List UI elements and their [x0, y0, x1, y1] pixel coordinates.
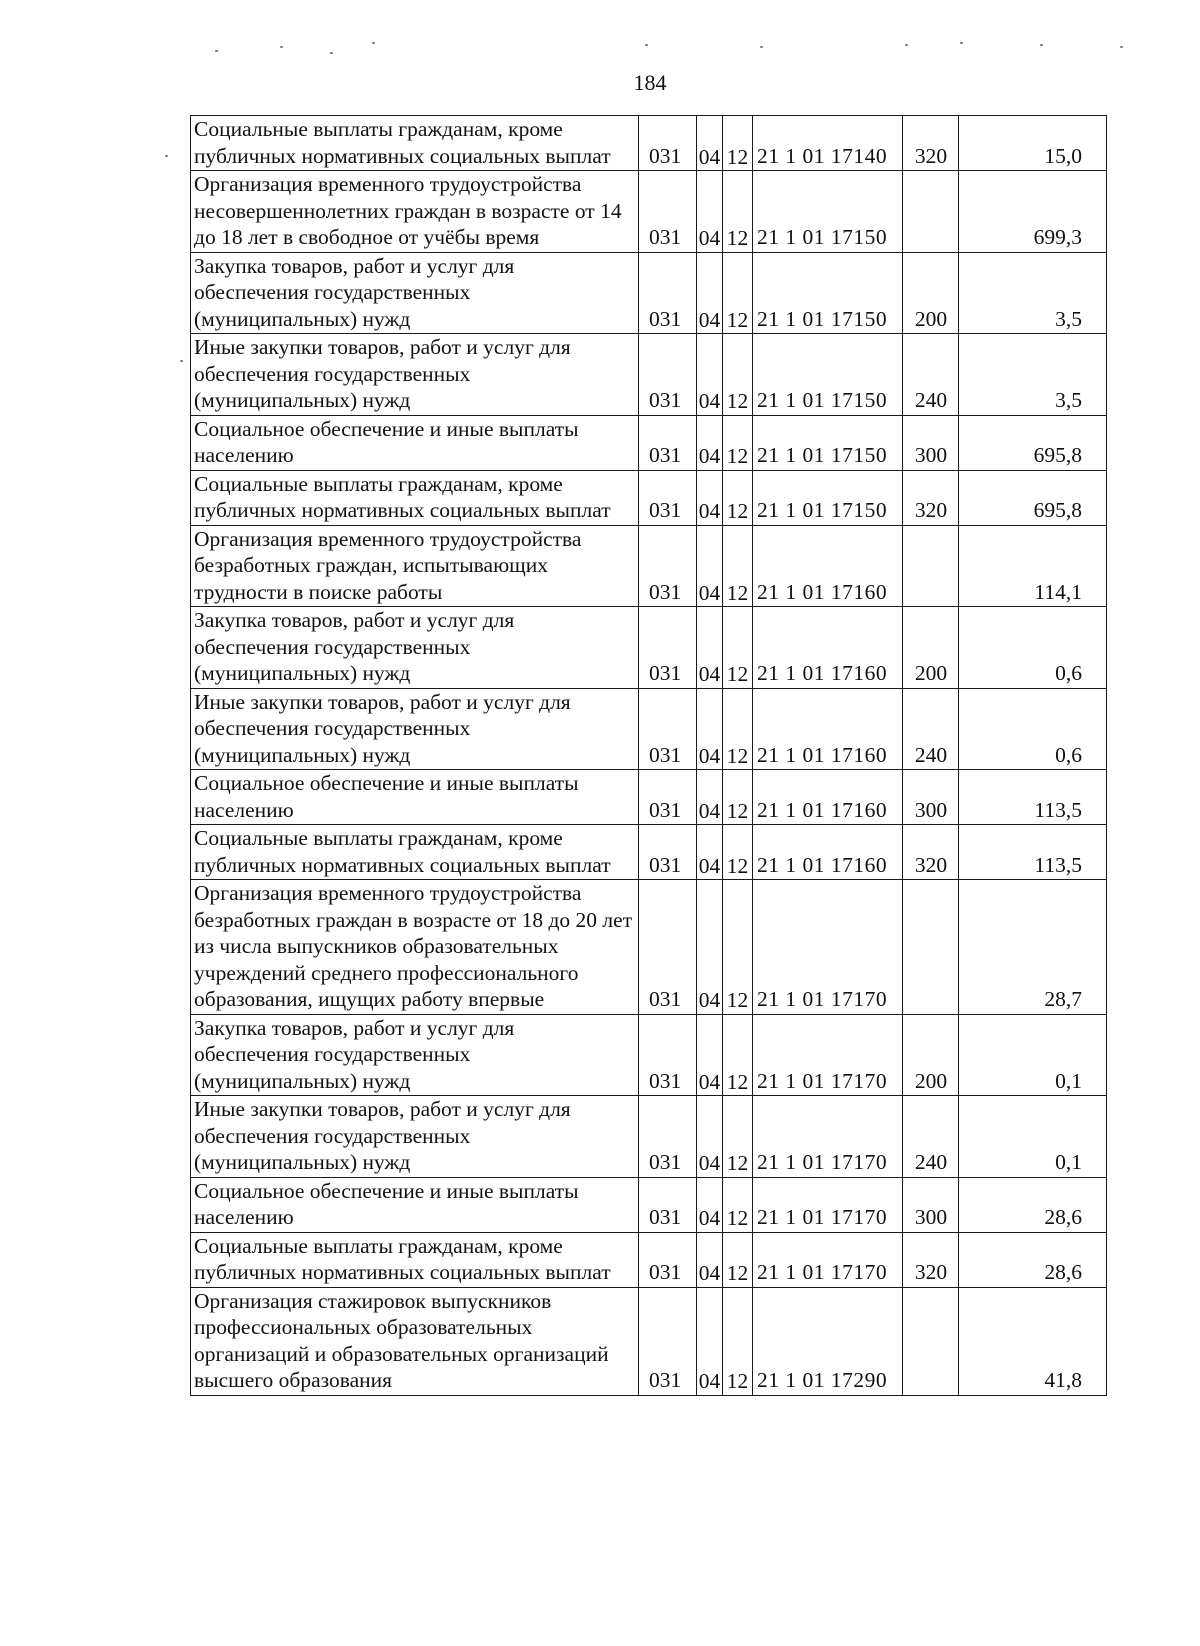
row-section-code: 04	[697, 171, 723, 253]
row-ved-code: 031	[639, 1014, 697, 1096]
budget-table	[190, 115, 1107, 1396]
row-target-article-code: 21 1 01 17170	[753, 1177, 903, 1232]
row-subsection-code: 12	[723, 1177, 753, 1232]
table-row	[191, 470, 1107, 525]
row-section-code: 04	[697, 1014, 723, 1096]
row-expense-type-code: 320	[903, 825, 959, 880]
row-subsection-code: 12	[723, 415, 753, 470]
row-target-article-code: 21 1 01 17160	[753, 770, 903, 825]
row-subsection-code: 12	[723, 1287, 753, 1395]
row-target-article-code: 21 1 01 17290	[753, 1287, 903, 1395]
table-row	[191, 252, 1107, 334]
row-section-code: 04	[697, 470, 723, 525]
scan-speck	[280, 46, 283, 48]
row-amount: 0,1	[959, 1096, 1107, 1178]
table-row	[191, 116, 1107, 171]
row-expense-type-code: 300	[903, 1177, 959, 1232]
row-description: Социальные выплаты гражданам, кроме публичных нормативных социальных выплат	[191, 825, 639, 880]
table-row	[191, 1177, 1107, 1232]
row-expense-type-code: 240	[903, 334, 959, 416]
row-amount: 28,6	[959, 1232, 1107, 1287]
row-expense-type-code	[903, 171, 959, 253]
scan-speck	[905, 44, 908, 46]
row-target-article-code: 21 1 01 17170	[753, 1232, 903, 1287]
row-section-code: 04	[697, 116, 723, 171]
row-amount: 28,6	[959, 1177, 1107, 1232]
row-description: Социальное обеспечение и иные выплаты населению	[191, 1177, 639, 1232]
row-ved-code: 031	[639, 1232, 697, 1287]
scan-speck	[372, 42, 375, 44]
row-description: Организация временного трудоустройства несовершеннолетних граждан в возрасте от 14 до 18 лет в свободное от учёбы время	[191, 171, 639, 253]
row-subsection-code: 12	[723, 607, 753, 689]
table-row	[191, 171, 1107, 253]
row-section-code: 04	[697, 525, 723, 607]
table-row	[191, 415, 1107, 470]
row-expense-type-code: 200	[903, 607, 959, 689]
table-row	[191, 1287, 1107, 1395]
row-ved-code: 031	[639, 825, 697, 880]
row-ved-code: 031	[639, 770, 697, 825]
row-description: Иные закупки товаров, работ и услуг для обеспечения государственных (муниципальных) нужд	[191, 334, 639, 416]
row-amount: 113,5	[959, 825, 1107, 880]
row-amount: 3,5	[959, 252, 1107, 334]
row-subsection-code: 12	[723, 688, 753, 770]
row-target-article-code: 21 1 01 17160	[753, 825, 903, 880]
row-expense-type-code: 200	[903, 1014, 959, 1096]
row-section-code: 04	[697, 334, 723, 416]
row-description: Социальное обеспечение и иные выплаты населению	[191, 415, 639, 470]
row-description: Социальное обеспечение и иные выплаты населению	[191, 770, 639, 825]
row-ved-code: 031	[639, 116, 697, 171]
row-target-article-code: 21 1 01 17170	[753, 1096, 903, 1178]
row-amount: 695,8	[959, 470, 1107, 525]
row-ved-code: 031	[639, 470, 697, 525]
row-expense-type-code	[903, 525, 959, 607]
table-row	[191, 770, 1107, 825]
row-subsection-code: 12	[723, 1096, 753, 1178]
row-ved-code: 031	[639, 1096, 697, 1178]
scan-speck	[180, 360, 183, 362]
row-section-code: 04	[697, 825, 723, 880]
row-target-article-code: 21 1 01 17160	[753, 688, 903, 770]
row-section-code: 04	[697, 1287, 723, 1395]
row-subsection-code: 12	[723, 1232, 753, 1287]
row-expense-type-code: 320	[903, 1232, 959, 1287]
row-section-code: 04	[697, 415, 723, 470]
row-description: Социальные выплаты гражданам, кроме публичных нормативных социальных выплат	[191, 470, 639, 525]
scan-speck	[165, 155, 168, 157]
scan-speck	[645, 44, 648, 46]
row-description: Организация стажировок выпускников профессиональных образовательных организаций и образовательных организаций высшего образования	[191, 1287, 639, 1395]
row-ved-code: 031	[639, 607, 697, 689]
row-subsection-code: 12	[723, 171, 753, 253]
row-section-code: 04	[697, 1096, 723, 1178]
row-target-article-code: 21 1 01 17160	[753, 607, 903, 689]
row-expense-type-code	[903, 1287, 959, 1395]
row-description: Социальные выплаты гражданам, кроме публичных нормативных социальных выплат	[191, 1232, 639, 1287]
table-row	[191, 607, 1107, 689]
row-subsection-code: 12	[723, 880, 753, 1015]
scan-speck	[330, 52, 333, 54]
row-subsection-code: 12	[723, 116, 753, 171]
row-description: Организация временного трудоустройства безработных граждан, испытывающих трудности в поиске работы	[191, 525, 639, 607]
row-subsection-code: 12	[723, 252, 753, 334]
row-target-article-code: 21 1 01 17140	[753, 116, 903, 171]
row-target-article-code: 21 1 01 17150	[753, 252, 903, 334]
table-body	[191, 116, 1107, 1396]
row-ved-code: 031	[639, 171, 697, 253]
row-subsection-code: 12	[723, 770, 753, 825]
row-target-article-code: 21 1 01 17150	[753, 171, 903, 253]
row-ved-code: 031	[639, 688, 697, 770]
table-row	[191, 525, 1107, 607]
row-description: Закупка товаров, работ и услуг для обеспечения государственных (муниципальных) нужд	[191, 1014, 639, 1096]
row-section-code: 04	[697, 252, 723, 334]
table-row	[191, 825, 1107, 880]
row-section-code: 04	[697, 880, 723, 1015]
row-description: Организация временного трудоустройства безработных граждан в возрасте от 18 до 20 лет из числа выпускников образовательных учреждений среднего профессионального образования, ищущих работу впервые	[191, 880, 639, 1015]
row-subsection-code: 12	[723, 470, 753, 525]
row-subsection-code: 12	[723, 825, 753, 880]
row-expense-type-code	[903, 880, 959, 1015]
row-expense-type-code: 200	[903, 252, 959, 334]
table-row	[191, 880, 1107, 1015]
row-expense-type-code: 240	[903, 688, 959, 770]
row-target-article-code: 21 1 01 17150	[753, 334, 903, 416]
row-amount: 0,6	[959, 607, 1107, 689]
row-amount: 41,8	[959, 1287, 1107, 1395]
row-section-code: 04	[697, 688, 723, 770]
row-target-article-code: 21 1 01 17170	[753, 880, 903, 1015]
row-target-article-code: 21 1 01 17160	[753, 525, 903, 607]
row-target-article-code: 21 1 01 17150	[753, 415, 903, 470]
row-description: Закупка товаров, работ и услуг для обеспечения государственных (муниципальных) нужд	[191, 607, 639, 689]
row-expense-type-code: 320	[903, 116, 959, 171]
table-row	[191, 1014, 1107, 1096]
row-subsection-code: 12	[723, 525, 753, 607]
row-ved-code: 031	[639, 1287, 697, 1395]
row-ved-code: 031	[639, 1177, 697, 1232]
table-row	[191, 1232, 1107, 1287]
row-description: Закупка товаров, работ и услуг для обеспечения государственных (муниципальных) нужд	[191, 252, 639, 334]
row-target-article-code: 21 1 01 17150	[753, 470, 903, 525]
row-ved-code: 031	[639, 334, 697, 416]
row-expense-type-code: 300	[903, 770, 959, 825]
row-amount: 28,7	[959, 880, 1107, 1015]
row-expense-type-code: 240	[903, 1096, 959, 1178]
row-section-code: 04	[697, 770, 723, 825]
scan-speck	[1120, 46, 1123, 48]
row-description: Иные закупки товаров, работ и услуг для обеспечения государственных (муниципальных) нужд	[191, 688, 639, 770]
row-section-code: 04	[697, 1232, 723, 1287]
table-row	[191, 334, 1107, 416]
row-amount: 114,1	[959, 525, 1107, 607]
row-ved-code: 031	[639, 415, 697, 470]
row-ved-code: 031	[639, 252, 697, 334]
row-ved-code: 031	[639, 525, 697, 607]
row-amount: 0,1	[959, 1014, 1107, 1096]
row-amount: 699,3	[959, 171, 1107, 253]
row-target-article-code: 21 1 01 17170	[753, 1014, 903, 1096]
page-number: 184	[633, 70, 667, 95]
row-amount: 695,8	[959, 415, 1107, 470]
row-ved-code: 031	[639, 880, 697, 1015]
scan-speck	[960, 42, 963, 44]
table-row	[191, 1096, 1107, 1178]
row-expense-type-code: 320	[903, 470, 959, 525]
scan-speck	[1040, 44, 1043, 46]
row-description: Социальные выплаты гражданам, кроме публичных нормативных социальных выплат	[191, 116, 639, 171]
scan-speck	[215, 50, 218, 52]
scan-speck	[760, 46, 763, 48]
row-section-code: 04	[697, 1177, 723, 1232]
row-description: Иные закупки товаров, работ и услуг для обеспечения государственных (муниципальных) нужд	[191, 1096, 639, 1178]
row-amount: 113,5	[959, 770, 1107, 825]
row-amount: 15,0	[959, 116, 1107, 171]
row-subsection-code: 12	[723, 1014, 753, 1096]
row-subsection-code: 12	[723, 334, 753, 416]
row-amount: 0,6	[959, 688, 1107, 770]
table-row	[191, 688, 1107, 770]
row-expense-type-code: 300	[903, 415, 959, 470]
row-amount: 3,5	[959, 334, 1107, 416]
row-section-code: 04	[697, 607, 723, 689]
